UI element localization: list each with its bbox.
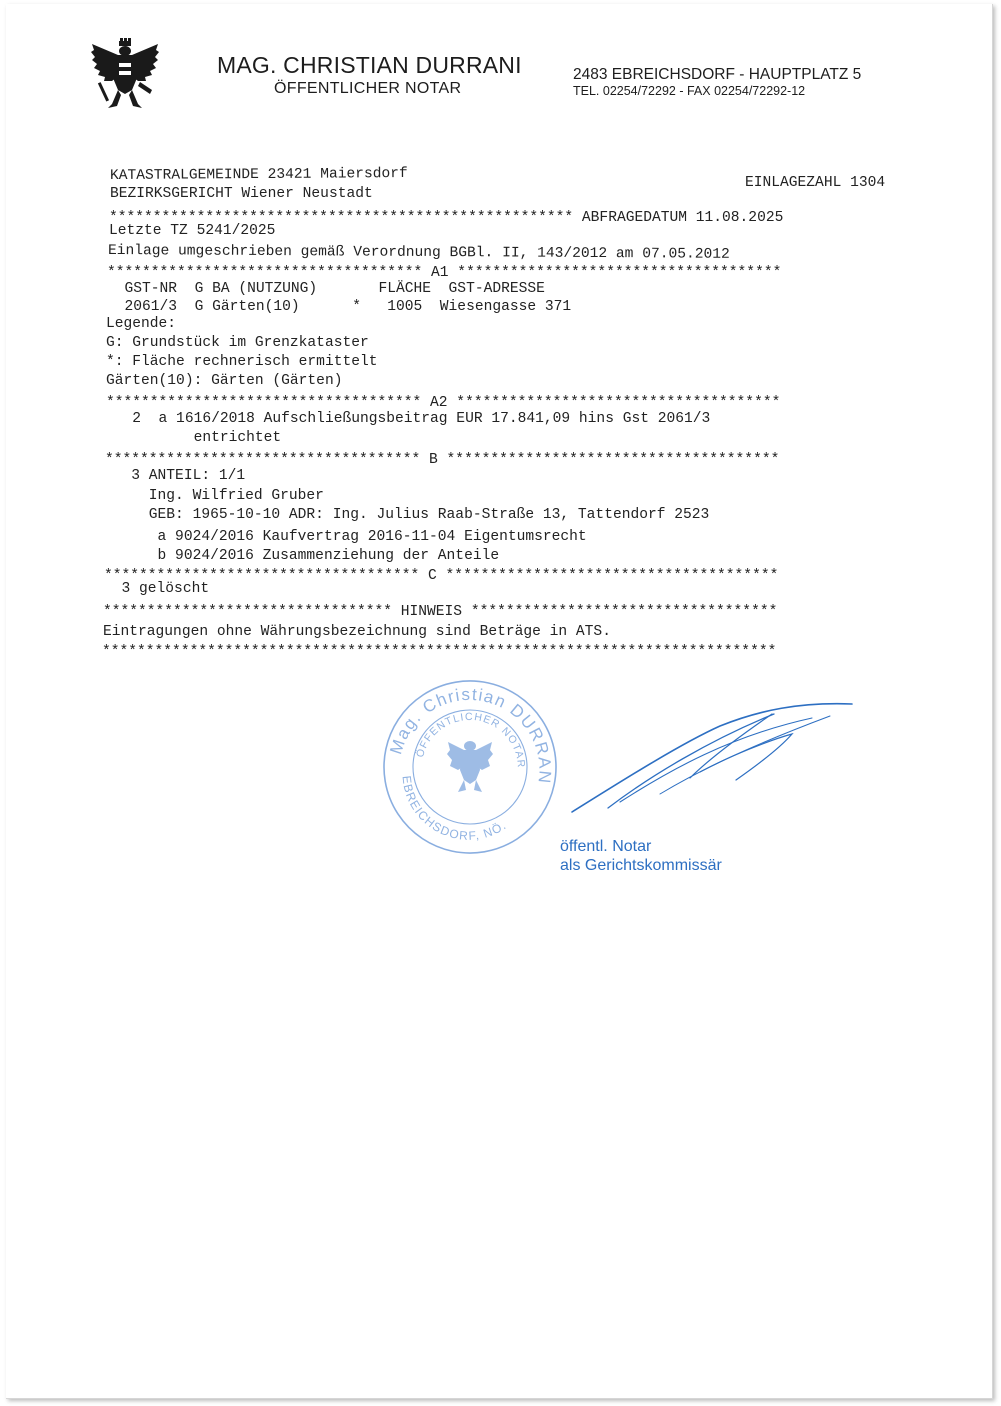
legend-g: G: Grundstück im Grenzkataster <box>106 335 369 351</box>
hinweis-text: Eintragungen ohne Währungsbezeichnung sind Beträge in ATS. <box>103 624 611 640</box>
a2-entry-line-2: entrichtet <box>106 430 282 446</box>
c-entry-line-1: 3 gelöscht <box>104 581 210 597</box>
austrian-eagle-crest-icon <box>90 38 160 110</box>
einlagezahl: EINLAGEZAHL 1304 <box>745 175 886 191</box>
letzte-tz-line: Letzte TZ 5241/2025 <box>109 223 276 239</box>
stamp-inner-text: ÖFFENTLICHER NOTAR <box>414 710 527 769</box>
b-entry-line-3: GEB: 1965-10-10 ADR: Ing. Julius Raab-Straße 13, Tattendorf 2523 <box>105 507 710 523</box>
legende-heading: Legende: <box>106 316 177 332</box>
separator-a1: ************************************ A1 ************************************* <box>107 265 782 281</box>
notary-name: MAG. CHRISTIAN DURRANI <box>217 52 522 78</box>
notary-signature <box>560 696 860 826</box>
legend-gaerten: Gärten(10): Gärten (Gärten) <box>106 373 343 389</box>
b-entry-line-4: a 9024/2016 Kaufvertrag 2016-11-04 Eigentumsrecht <box>105 529 587 545</box>
signature-title-line-2: als Gerichtskommissär <box>560 857 722 874</box>
a1-table-row: 2061/3 G Gärten(10) * 1005 Wiesengasse 371 <box>107 299 572 315</box>
notary-address: 2483 EBREICHSDORF - HAUPTPLATZ 5 <box>573 66 862 83</box>
b-entry-line-2: Ing. Wilfried Gruber <box>105 488 324 504</box>
b-entry-line-5: b 9024/2016 Zusammenziehung der Anteile <box>105 548 500 564</box>
stamp-top-text: Mag. Christian DURRANI <box>386 684 555 786</box>
a1-table-header: GST-NR G BA (NUTZUNG) FLÄCHE GST-ADRESSE <box>107 281 545 297</box>
katastralgemeinde-line: KATASTRALGEMEINDE 23421 Maiersdorf <box>109 165 408 185</box>
separator-b: ************************************ B ************************************** <box>105 452 780 468</box>
separator-hinweis: ********************************* HINWEIS *********************************** <box>103 604 778 620</box>
b-entry-line-1: 3 ANTEIL: 1/1 <box>105 468 246 484</box>
svg-text:EBREICHSDORF, NÖ. <box>389 772 516 852</box>
bezirksgericht-line: BEZIRKSGERICHT Wiener Neustadt <box>110 186 373 202</box>
separator-c: ************************************ C ************************************** <box>104 568 779 584</box>
notary-phone: TEL. 02254/72292 - FAX 02254/72292-12 <box>573 84 806 98</box>
signature-title-line-1: öffentl. Notar <box>560 838 652 855</box>
a2-entry-line-1: 2 a 1616/2018 Aufschließungsbeitrag EUR 17.841,09 hins Gst 2061/3 <box>106 411 711 427</box>
stamp-location-text: EBREICHSDORF, NÖ. <box>399 774 510 843</box>
separator-a2: ************************************ A2 ************************************* <box>106 395 781 411</box>
legend-star: *: Fläche rechnerisch ermittelt <box>106 354 378 370</box>
notary-seal-stamp <box>370 672 570 862</box>
abfragedatum-line: ***************************************************** ABFRAGEDATUM 11.08.2025 <box>109 210 784 226</box>
einlage-umgeschrieben-line: Einlage umgeschrieben gemäß Verordnung BGBl. II, 143/2012 am 07.05.2012 <box>107 243 730 263</box>
separator-end: ***************************************************************************** <box>102 644 777 660</box>
notary-role: ÖFFENTLICHER NOTAR <box>274 80 462 97</box>
